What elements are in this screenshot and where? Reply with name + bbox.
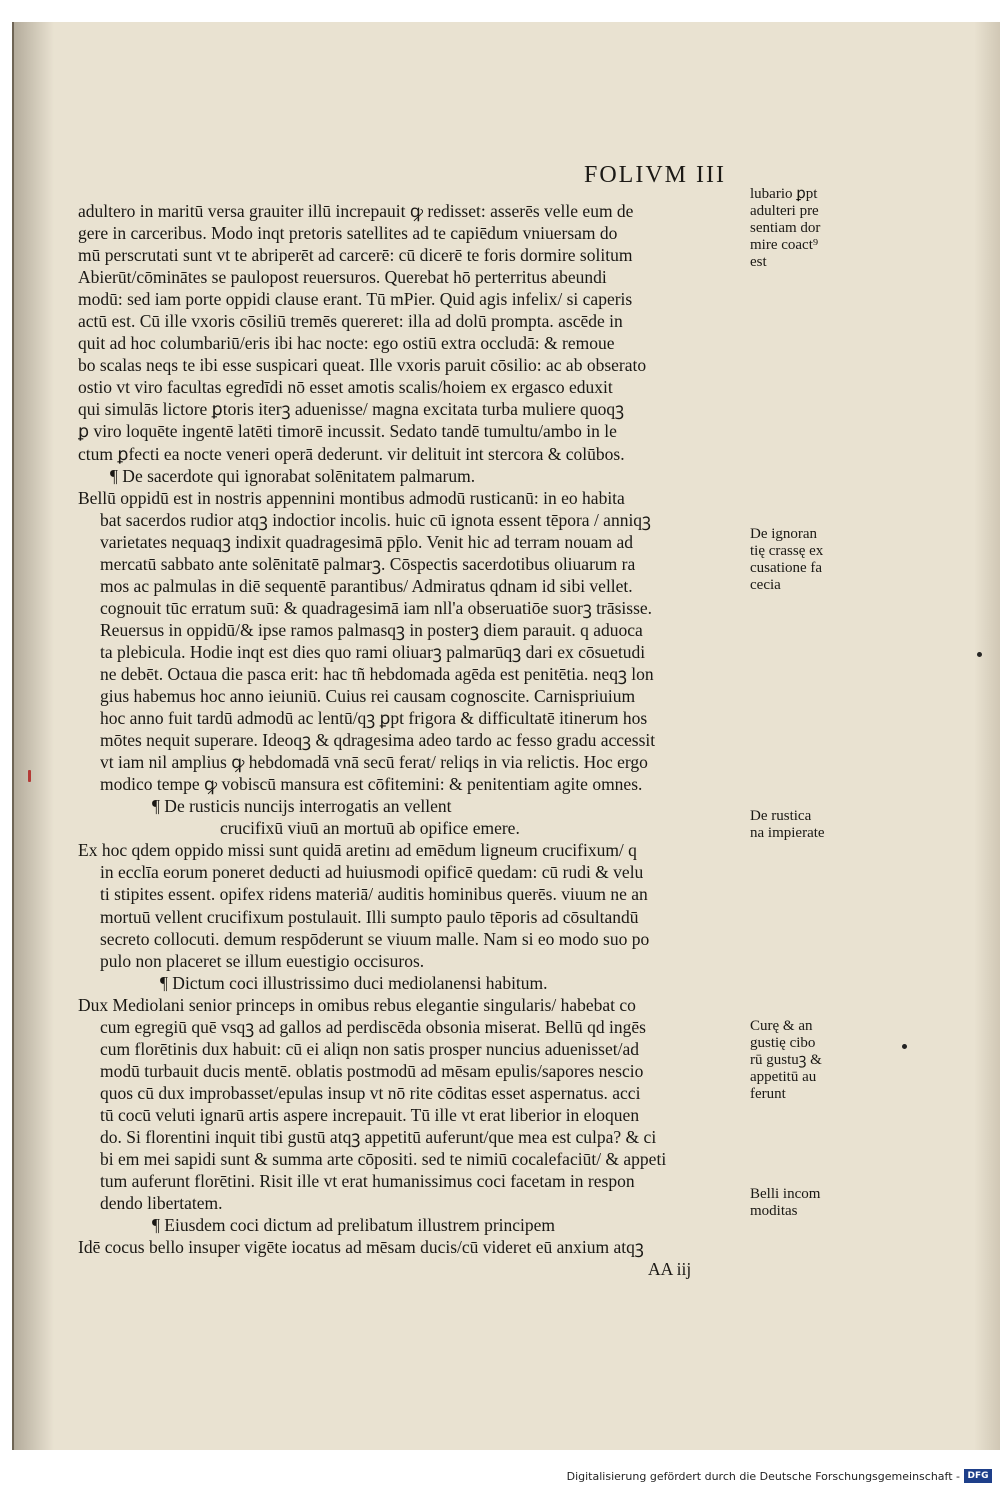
text-line: gius habemus hoc anno ieiuniū. Cuius rei causam cognoscite. Carnispriuium xyxy=(100,686,636,707)
text-line: pulo non placeret se illum euestigio occisuros. xyxy=(100,950,425,971)
marginal-note xyxy=(750,808,860,842)
text-line: quit ad hoc columbariū/eris ibi hac nocte: ego ostiū extra occludā: & remoue xyxy=(78,333,615,354)
text-line: ctum ꝑfecti ea nocte veneri operā dederunt. vir delituit int stercora & colūbos. xyxy=(78,443,625,464)
text-line: bat sacerdos rudior atqꝫ indoctior incolis. huic cū ignota essent tēpora / anniqꝫ xyxy=(100,509,652,530)
marginal-note-line: mire coact⁹ xyxy=(750,237,819,253)
marginal-note-line: cecia xyxy=(750,577,781,593)
ink-dot xyxy=(902,1044,907,1049)
text-line: mōtes nequit superare. Ideoqꝫ & qdragesima adeo tardo ac fesso gradu accessit xyxy=(100,730,656,751)
marginal-note-line: est xyxy=(750,254,767,270)
text-line: varietates nequaqꝫ indixit quadragesimā pp̄lo. Venit hic ad terram nouam ad xyxy=(100,531,633,552)
text-line: ꝑ viro loquēte ingentē latēti timorē incussit. Sedato tandē tumultu/ambo in le xyxy=(78,421,617,442)
text-line: in ecclīa eorum poneret deducti ad huiusmodi opificē quedam: cū rudi & velu xyxy=(100,862,644,883)
text-line: modū: sed iam porte oppidi clause erant. Tū mPier. Quid agis infelix/ si caperis xyxy=(78,289,633,310)
marginal-note-line: adulteri pre xyxy=(750,203,819,219)
text-line: Ex hoc qdem oppido missi sunt quidā aretinı ad emēdum ligneum crucifixum/ q xyxy=(78,840,637,861)
marginal-note-line: tię crassę ex xyxy=(750,543,824,559)
text-line: cum florētinis dux habuit: cū ei aliqn non satis prosper nuncius aduenisset/ad xyxy=(100,1038,639,1059)
text-line: mos ac palmulas in diē sequentē parantibus/ Admiratus qdnam id sibi vellet. xyxy=(100,575,633,596)
text-line: ¶ Dictum coci illustrissimo duci mediolanensi habitum. xyxy=(160,972,548,993)
text-line: vt iam nil amplius ꝙ hebdomadā vnā secū ferat/ reliqs in via relictis. Hoc ergo xyxy=(100,752,648,773)
text-line: bi em mei sapidi sunt & summa arte cōpositi. sed te nimiū cocalefaciūt/ & appeti xyxy=(100,1149,667,1170)
funding-credit: Digitalisierung gefördert durch die Deutsche Forschungsgemeinschaft - xyxy=(566,1470,960,1483)
text-line: Dux Mediolani senior princeps in omibus rebus elegantie singularis/ habebat co xyxy=(78,994,636,1015)
marginal-note-line: na impierate xyxy=(750,825,825,841)
text-line: mortuū vellent crucifixum postulauit. Illi sumpto paulo tēporis ad cōsultandū xyxy=(100,906,639,927)
marginal-note-line: De ignoran xyxy=(750,526,818,542)
marginal-note xyxy=(750,1186,860,1220)
text-line: Abierūt/cōminātes se paulopost reuersuros. Querebat hō perterritus abeundi xyxy=(78,267,607,288)
marginal-note-line: gustię cibo xyxy=(750,1035,816,1051)
footer-bar xyxy=(0,1452,1000,1493)
text-line: ¶ De rusticis nuncijs interrogatis an vellent xyxy=(152,796,452,817)
text-line: ta plebicula. Hodie inqt est dies quo rami oliuarꝫ palmarūqꝫ dari ex cōsuetudi xyxy=(100,641,646,662)
text-line: actū est. Cū ille vxoris cōsiliū tremēs quereret: illa ad dolū prompta. ascēde in xyxy=(78,311,623,332)
text-line: modico tempe ꝙ vobiscū mansura est cōfitemini: & penitentiam agite omnes. xyxy=(100,774,643,795)
text-line: dendo libertatem. xyxy=(100,1193,223,1214)
text-line: gere in carceribus. Modo inqt pretoris satellites ad te capiēdum vniuersam do xyxy=(78,223,618,244)
text-line: adultero in maritū versa grauiter illū increpauit ꝙ redisset: asserēs velle eum de xyxy=(78,201,634,221)
text-line: cum egregiū quē vsqꝫ ad gallos ad perdiscēda obsonia miserat. Bellū qd ingēs xyxy=(100,1016,646,1037)
marginal-note-line: moditas xyxy=(750,1203,798,1219)
text-line: AA iij xyxy=(648,1259,692,1280)
text-line: ¶ De sacerdote qui ignorabat solēnitatem palmarum. xyxy=(110,465,476,486)
text-line: tum auferunt florētini. Risit ille vt erat humanissimus coci facetam in respon xyxy=(100,1171,635,1192)
text-line: secreto collocuti. demum respōderunt se viuum malle. Nam si eo modo suo po xyxy=(100,928,650,949)
text-line: ostio vt viro facultas egredīdi nō esset amotis scalis/hoiem ex ergasco eduxit xyxy=(78,377,613,398)
text-line: tū cocū veluti ignarū artis aspere increpauit. Tū ille vt erat liberior in eloquen xyxy=(100,1104,640,1125)
text-line: crucifixū viuū an mortuū ab opifice emere. xyxy=(220,818,520,839)
text-line: qui simulās lictore ꝑtoris iterꝫ aduenisse/ magna excitata turba muliere quoqꝫ xyxy=(78,399,625,420)
marginal-note-line: cusatione fa xyxy=(750,560,823,576)
marginal-note-line: appetitū au xyxy=(750,1069,817,1085)
dfg-logo: DFG xyxy=(964,1469,992,1483)
text-line: do. Si florentini inquit tibi gustū atqꝫ appetitū auferunt/que mea est culpa? & ci xyxy=(100,1126,657,1147)
folio-header: FOLIVM III xyxy=(584,162,726,188)
marginal-note-line: Curę & an xyxy=(750,1018,813,1034)
text-line: ¶ Eiusdem coci dictum ad prelibatum illustrem principem xyxy=(152,1215,556,1236)
marginal-note xyxy=(750,1018,860,1103)
text-line: ne debēt. Octaua die pasca erit: hac tñ hebdomada agēda est penitētia. neqꝫ lon xyxy=(100,663,654,684)
marginal-note-line: lubario ꝑpt xyxy=(750,186,818,202)
text-line: Idē cocus bello insuper vigēte iocatus ad mēsam ducis/cū videret eū anxium atqꝫ xyxy=(78,1237,644,1258)
marginal-note xyxy=(750,186,860,271)
marginal-note-line: ferunt xyxy=(750,1086,786,1102)
text-line: mercatū sabbato ante solēnitatē palmarꝫ. Cōspectis sacerdotibus oliuarum ra xyxy=(100,553,636,574)
marginal-note-line: De rustica xyxy=(750,808,812,824)
marginal-note-line: Belli incom xyxy=(750,1186,821,1202)
text-line: hoc anno fuit tardū admodū ac lentū/qꝫ ꝑpt frigora & difficultatē itinerum hos xyxy=(100,708,648,729)
ink-dot xyxy=(977,652,982,657)
text-line: ti stipites essent. opifex ridens materiā/ auditis hominibus querēs. viuum ne an xyxy=(100,884,648,905)
main-text-block xyxy=(78,200,758,1280)
text-line: Bellū oppidū est in nostris appennini montibus admodū rusticanū: in eo habita xyxy=(78,487,625,508)
marginal-note xyxy=(750,526,860,594)
text-line: Reuersus in oppidū/& ipse ramos palmasqꝫ in posterꝫ diem parauit. q aduoca xyxy=(100,619,643,640)
text-line: cognouit tūc erratum suū: & quadragesimā iam nll'a obseruatiōe suorꝫ trāsisse. xyxy=(100,597,653,618)
book-page xyxy=(12,22,1000,1450)
marginal-note-line: sentiam dor xyxy=(750,220,821,236)
text-line: quos cū dux improbasset/epulas insup vt nō rite cōditas esset aspernatus. acci xyxy=(100,1082,641,1103)
text-line: modū turbauit ducis mentē. oblatis postmodū ad mēsam epulis/sapores nescio xyxy=(100,1060,644,1081)
red-ink-mark xyxy=(28,770,31,782)
text-line: bo scalas neqs te ibi esse suspicari queat. Ille vxoris paruit cōsilio: ac ab obserato xyxy=(78,355,647,376)
marginal-note-line: rū gustuꝫ & xyxy=(750,1052,822,1068)
text-line: mū perscrutati sunt vt te abriperēt ad carcerē: cū dicerē te foris dormire solitum xyxy=(78,245,633,266)
